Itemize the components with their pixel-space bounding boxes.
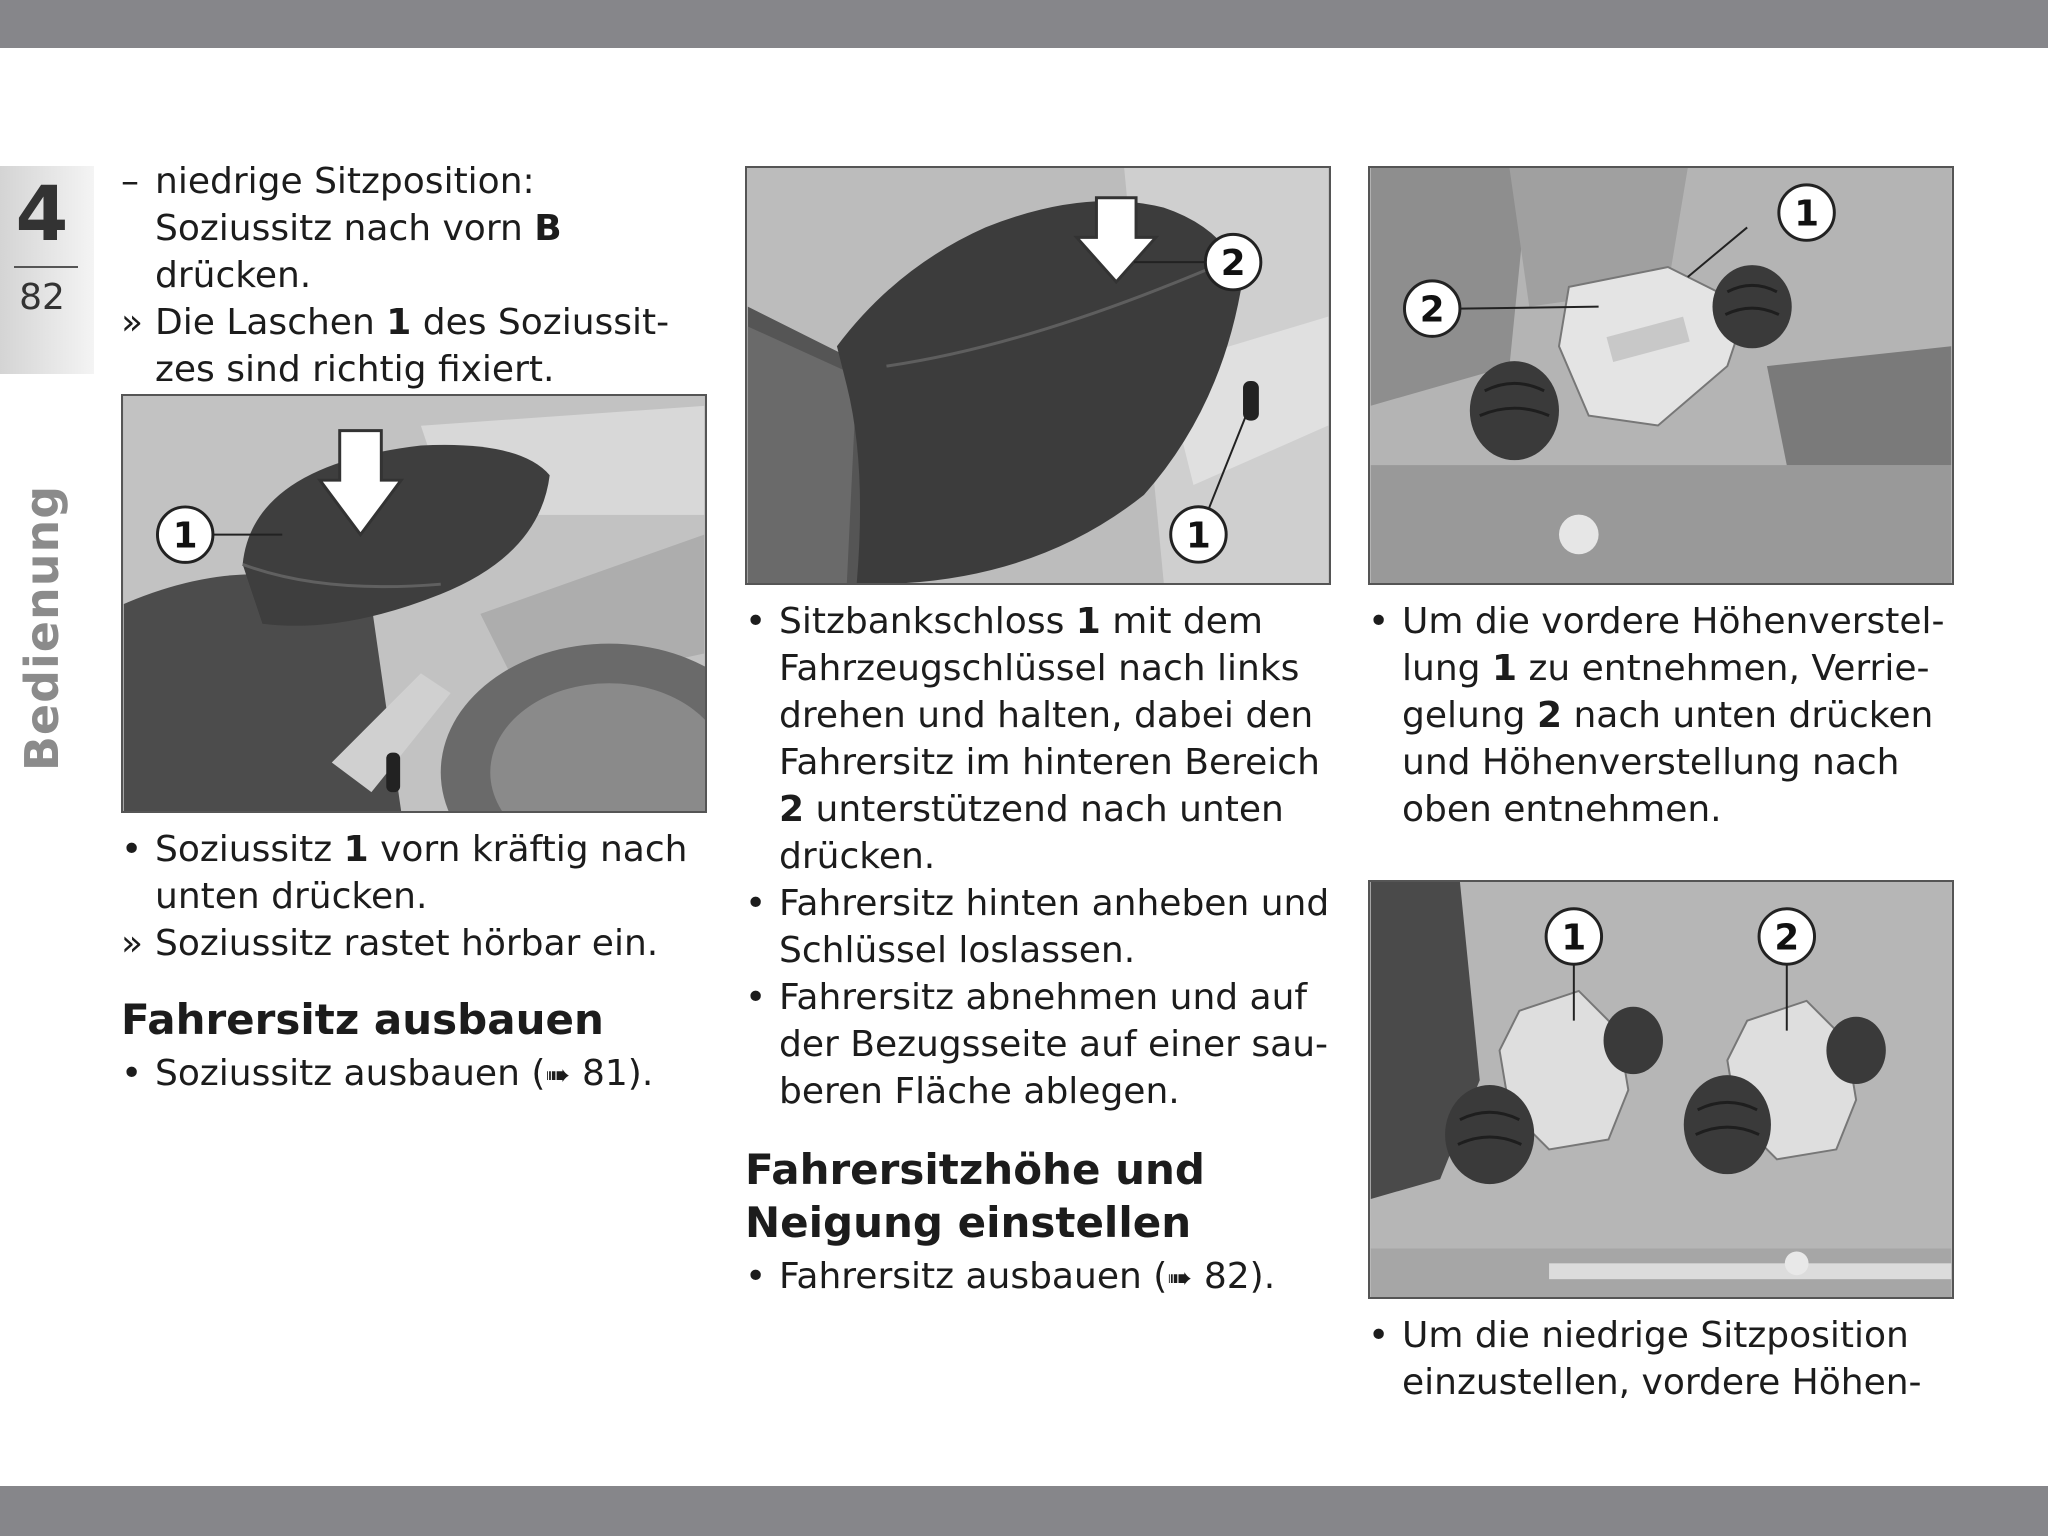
figure-rider-seat-lock — [745, 166, 1331, 585]
callout-label: 2 — [1419, 289, 1445, 331]
figure-passenger-seat — [121, 394, 707, 813]
bullet-item: • Sitzbankschloss 1 mit dem Fahrzeugschlüssel nach links drehen und halten, dabei den Fahrersitz im hinteren Bereich 2 unterstützend nach unten drücken. — [745, 598, 1335, 880]
chapter-tab — [0, 166, 94, 374]
chapter-number: 4 — [15, 169, 69, 258]
result-marker: » — [121, 302, 144, 343]
col2-steps — [745, 598, 1335, 1302]
bullet-marker: • — [745, 883, 767, 924]
callout-label: 1 — [172, 515, 198, 557]
callout-label: 2 — [1774, 917, 1800, 959]
adjuster-positions-illustration — [1370, 882, 1952, 1297]
bullet-marker: • — [1368, 601, 1390, 642]
bottom-bar — [0, 1486, 2048, 1536]
bullet-item: • Fahrersitz abnehmen und auf der Bezugsseite auf einer sau-beren Fläche ablegen. — [745, 974, 1335, 1115]
page-number: 82 — [19, 277, 65, 318]
col3-step-1 — [1368, 598, 1958, 833]
dash-marker: – — [121, 161, 139, 202]
page-reference-arrow-icon: ➠ — [545, 1058, 571, 1093]
section-side-label: Bedienung — [15, 484, 69, 772]
figure-height-adjuster-removal — [1368, 166, 1954, 585]
page-reference-arrow-icon: ➠ — [1167, 1261, 1193, 1296]
col1-steps — [121, 826, 711, 1099]
bullet-marker: • — [1368, 1315, 1390, 1356]
bullet-marker: • — [745, 601, 767, 642]
result-marker: » — [121, 923, 144, 964]
rider-seat-illustration — [747, 168, 1329, 583]
top-bar — [0, 0, 2048, 48]
callout-label: 1 — [1186, 515, 1211, 557]
height-adjuster-illustration — [1370, 168, 1952, 583]
callout-label: 1 — [1794, 193, 1820, 235]
bullet-item: • Um die niedrige Sitzposition einzustellen, vordere Höhen- — [1368, 1312, 1958, 1406]
bullet-item: • Soziussitz ausbauen (➠ 81). — [121, 1050, 711, 1099]
callout-label: 2 — [1220, 242, 1246, 284]
section-heading: Fahrersitz ausbauen — [121, 995, 604, 1044]
figure-height-adjuster-positions — [1368, 880, 1954, 1299]
chapter-divider — [14, 266, 78, 268]
col1-intro — [121, 158, 711, 393]
passenger-seat-illustration — [123, 396, 705, 811]
result-item: » Die Laschen 1 des Soziussit-zes sind richtig fixiert. — [121, 299, 711, 393]
bullet-item: • Soziussitz 1 vorn kräftig nach unten drücken. — [121, 826, 711, 920]
bullet-item: • Fahrersitz hinten anheben und Schlüssel loslassen. — [745, 880, 1335, 974]
bullet-marker: • — [121, 1053, 143, 1094]
bullet-marker: • — [121, 829, 143, 870]
bullet-item: • Um die vordere Höhenverstel-lung 1 zu entnehmen, Verrie-gelung 2 nach unten drücken und Höhenverstellung nach oben entnehmen. — [1368, 598, 1958, 833]
result-item: » Soziussitz rastet hörbar ein. — [121, 920, 711, 967]
list-item: – niedrige Sitzposition: Soziussitz nach vorn B drücken. — [121, 158, 711, 299]
col3-step-2 — [1368, 1312, 1958, 1406]
section-heading: Fahrersitzhöhe und Neigung einstellen — [745, 1145, 1205, 1247]
callout-label: 1 — [1561, 917, 1587, 959]
bullet-item: • Fahrersitz ausbauen (➠ 82). — [745, 1253, 1335, 1302]
bullet-marker: • — [745, 1256, 767, 1297]
bullet-marker: • — [745, 977, 767, 1018]
